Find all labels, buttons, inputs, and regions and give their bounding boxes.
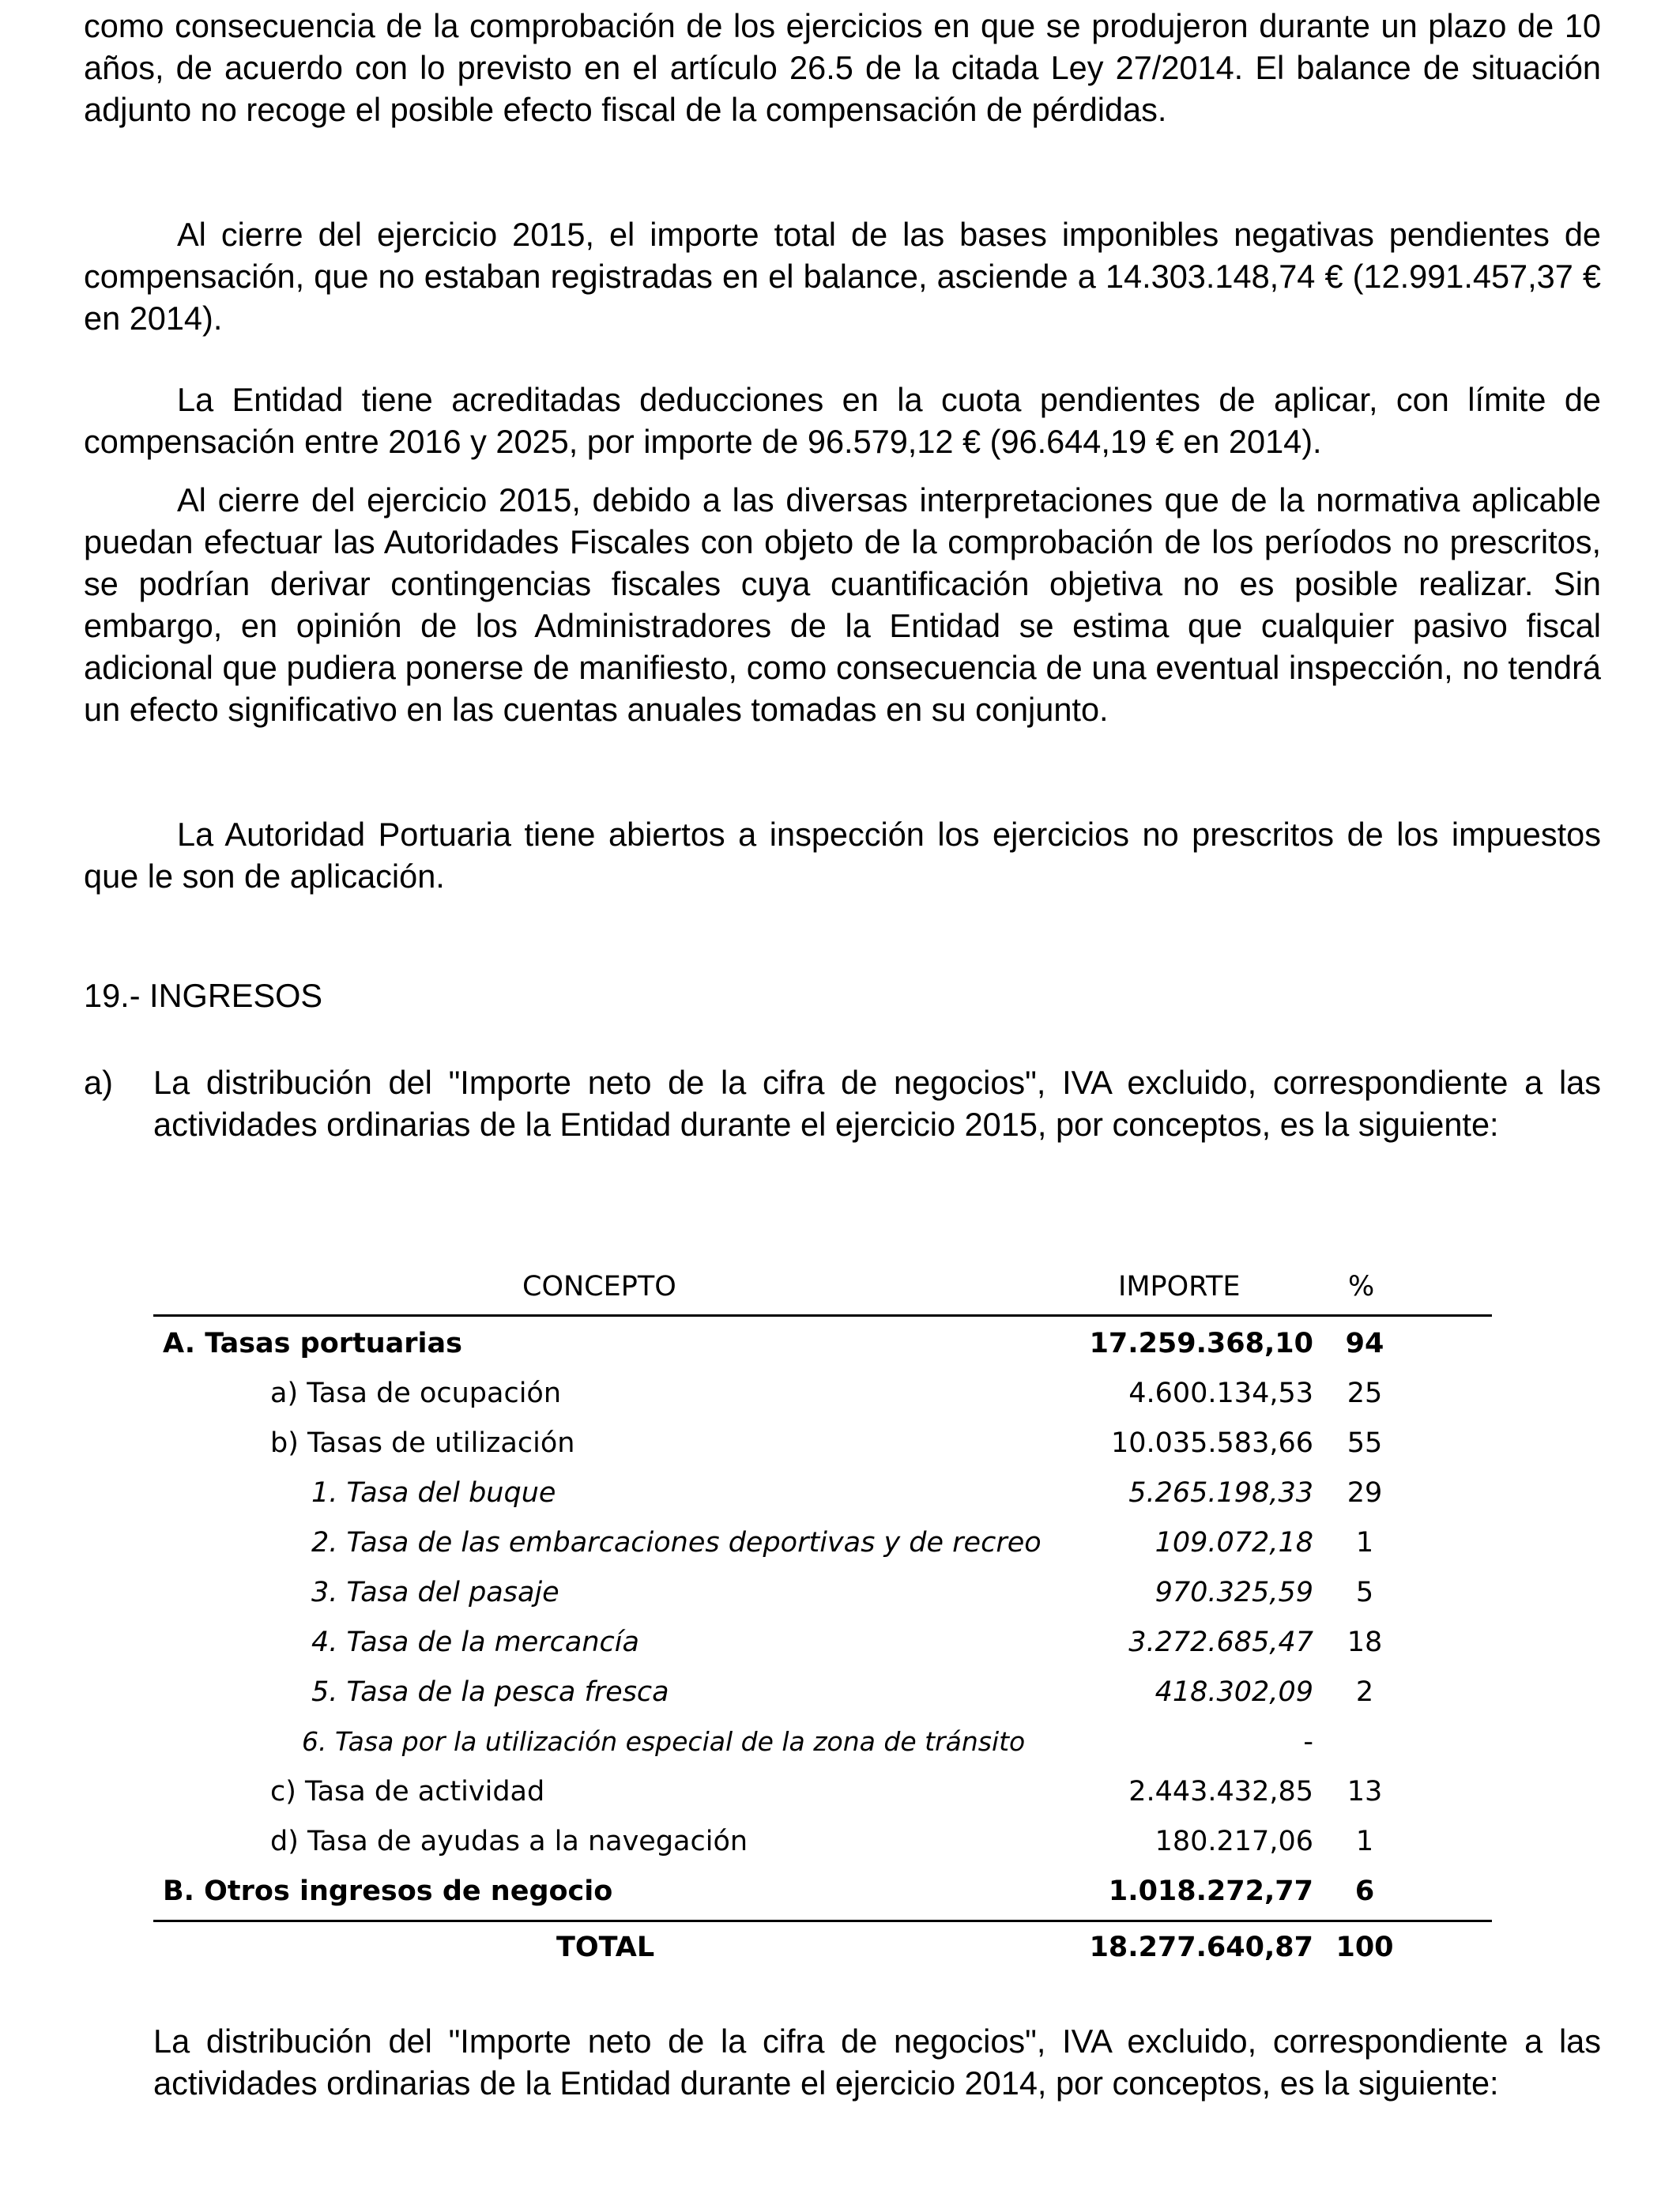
header-rule <box>153 1314 1492 1317</box>
row-concept: B. Otros ingresos de negocio <box>163 1875 613 1907</box>
paragraph-negative-tax-bases: Al cierre del ejercicio 2015, el importe total de las bases imponibles negativas pendientes de compensación, que no estaban registradas en el balance, asciende a 14.303.148,74 € (12.991.457,37 € en 2014). <box>84 216 1601 337</box>
paragraph-tax-loss-compensation: como consecuencia de la comprobación de los ejercicios en que se produjeron durante un plazo de 10 años, de acuerdo con lo previsto en el artículo 26.5 de la citada Ley 27/2014. El balance de situación adjunto no recoge el posible efecto fiscal de la compensación de pérdidas. <box>84 7 1601 128</box>
row-concept: 3. Tasa del pasaje <box>311 1577 559 1608</box>
row-amount: 109.072,18 <box>1155 1527 1313 1559</box>
table-row <box>153 1668 1492 1717</box>
row-amount: 1.018.272,77 <box>1108 1875 1313 1907</box>
row-pct: 55 <box>1347 1427 1383 1459</box>
row-pct: 1 <box>1355 1826 1374 1857</box>
row-concept: 5. Tasa de la pesca fresca <box>311 1676 669 1708</box>
table-row <box>153 1320 1492 1369</box>
row-concept: 2. Tasa de las embarcaciones deportivas y de recreo <box>311 1527 1042 1559</box>
table-row <box>153 1569 1492 1618</box>
row-amount: 2.443.432,85 <box>1128 1776 1313 1808</box>
row-concept: 6. Tasa por la utilización especial de la zona de tránsito <box>302 1726 1026 1757</box>
row-amount: 970.325,59 <box>1155 1577 1313 1608</box>
section-title: 19.- INGRESOS <box>84 977 323 1014</box>
row-concept: b) Tasas de utilización <box>270 1427 575 1459</box>
table-row <box>153 1619 1492 1668</box>
row-pct: 94 <box>1345 1328 1384 1359</box>
row-pct: 18 <box>1347 1627 1383 1658</box>
row-amount: - <box>1303 1726 1313 1758</box>
item-paragraph-2015: La distribución del "Importe neto de la cifra de negocios", IVA excluido, correspondiente a las actividades ordinarias de la Entidad durante el ejercicio 2015, por conceptos, es la siguiente: <box>153 1064 1601 1143</box>
row-concept: A. Tasas portuarias <box>163 1328 463 1359</box>
item-marker: a) <box>84 1064 113 1101</box>
table-row <box>153 1370 1492 1419</box>
total-rule <box>153 1920 1492 1922</box>
total-amount: 18.277.640,87 <box>1089 1932 1313 1963</box>
row-pct: 6 <box>1354 1875 1375 1907</box>
paragraph-open-inspection: La Autoridad Portuaria tiene abiertos a inspección los ejercicios no prescritos de los impuestos que le son de aplicación. <box>84 816 1601 895</box>
total-pct: 100 <box>1335 1932 1394 1963</box>
row-amount: 418.302,09 <box>1155 1676 1313 1708</box>
paragraph-tax-contingencies: Al cierre del ejercicio 2015, debido a las diversas interpretaciones que de la normativa aplicable puedan efectuar las Autoridades Fiscales con objeto de la comprobación de los períodos no prescritos, se podrían derivar contingencias fiscales cuya cuantificación objetiva no es posible realizar. Sin embargo, en opinión de los Administradores de la Entidad se estima que cualquier pasivo fiscal adicional que pudiera ponerse de manifiesto, como consecuencia de una eventual inspección, no tendrá un efecto significativo en las cuentas anuales tomadas en su conjunto. <box>84 481 1601 728</box>
table-row <box>153 1419 1492 1468</box>
row-amount: 5.265.198,33 <box>1128 1477 1313 1509</box>
table-header <box>153 1265 1492 1312</box>
header-pct: % <box>1348 1271 1375 1302</box>
total-concept: TOTAL <box>556 1932 655 1963</box>
table-row <box>153 1818 1492 1867</box>
row-amount: 17.259.368,10 <box>1089 1328 1313 1359</box>
row-pct: 5 <box>1355 1577 1374 1608</box>
row-pct: 1 <box>1355 1527 1374 1559</box>
header-amount: IMPORTE <box>1118 1271 1241 1302</box>
row-pct: 25 <box>1347 1378 1383 1409</box>
table-row <box>153 1768 1492 1817</box>
table-row <box>153 1519 1492 1568</box>
paragraph-pending-deductions: La Entidad tiene acreditadas deducciones en la cuota pendientes de aplicar, con límite de compensación entre 2016 y 2025, por importe de 96.579,12 € (96.644,19 € en 2014). <box>84 381 1601 460</box>
row-concept: a) Tasa de ocupación <box>270 1378 562 1409</box>
row-pct: 2 <box>1355 1676 1374 1708</box>
table-total-row <box>153 1924 1492 1973</box>
row-amount: 3.272.685,47 <box>1128 1627 1313 1658</box>
row-concept: 4. Tasa de la mercancía <box>311 1627 639 1658</box>
row-concept: c) Tasa de actividad <box>270 1776 545 1808</box>
closing-paragraph-2014: La distribución del "Importe neto de la cifra de negocios", IVA excluido, correspondiente a las actividades ordinarias de la Entidad durante el ejercicio 2014, por conceptos, es la siguiente: <box>153 2022 1601 2102</box>
table-row <box>153 1718 1492 1767</box>
row-pct: 29 <box>1347 1477 1383 1509</box>
header-concept: CONCEPTO <box>522 1271 676 1302</box>
row-concept: d) Tasa de ayudas a la navegación <box>270 1826 748 1857</box>
row-concept: 1. Tasa del buque <box>311 1477 556 1509</box>
row-amount: 180.217,06 <box>1155 1826 1313 1857</box>
row-amount: 10.035.583,66 <box>1110 1427 1313 1459</box>
row-pct: 13 <box>1347 1776 1383 1808</box>
row-amount: 4.600.134,53 <box>1128 1378 1313 1409</box>
table-row <box>153 1868 1492 1917</box>
table-row <box>153 1469 1492 1518</box>
